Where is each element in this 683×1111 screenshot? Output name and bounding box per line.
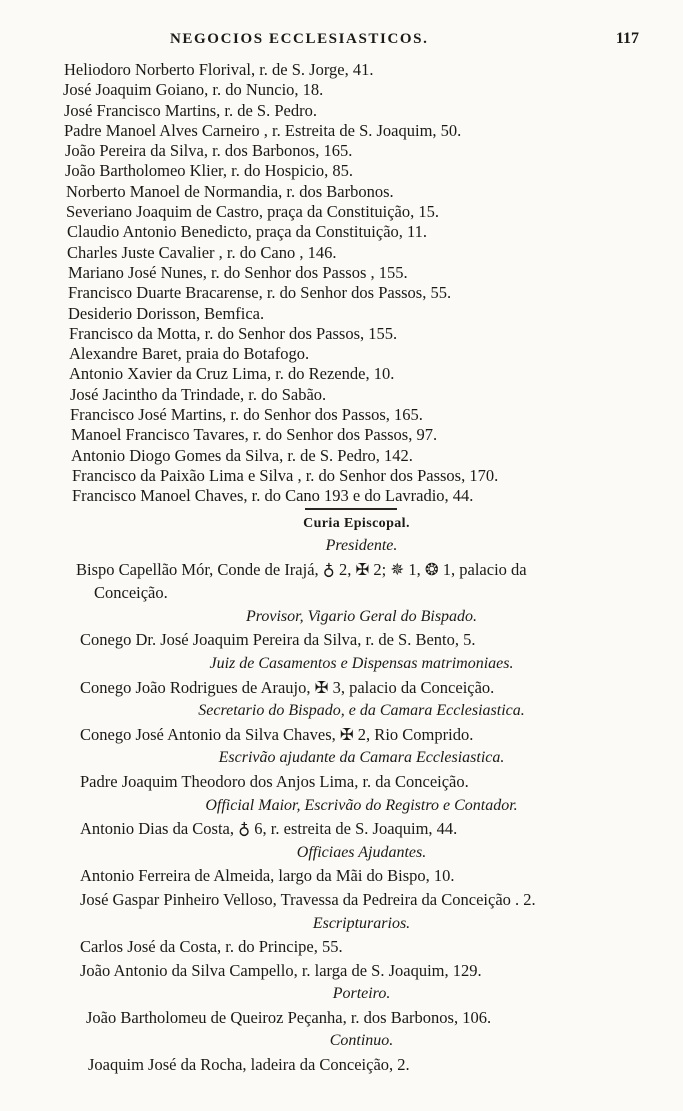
office-title: Escripturarios. — [312, 914, 411, 932]
official-entry: José Gaspar Pinheiro Velloso, Travessa da Pedreira da Conceição . 2. — [80, 889, 536, 909]
office-title: Provisor, Vigario Geral do Bispado. — [245, 607, 478, 625]
directory-entry: Francisco Duarte Bracarense, r. do Senhor dos Passos, 55. — [68, 283, 452, 303]
directory-entry: Padre Manoel Alves Carneiro , r. Estreita de S. Joaquim, 50. — [64, 120, 462, 140]
official-entry: Joaquim José da Rocha, ladeira da Conceição, 2. — [88, 1055, 410, 1075]
office-title: Secretario do Bispado, e da Camara Ecclesiastica. — [198, 702, 525, 720]
office-title: Porteiro. — [332, 985, 391, 1003]
directory-entry: Desiderio Dorisson, Bemfica. — [68, 303, 265, 323]
directory-entry: Heliodoro Norberto Florival, r. de S. Jorge, 41. — [64, 60, 374, 79]
directory-entry: João Pereira da Silva, r. dos Barbonos, 165. — [65, 141, 353, 161]
official-entry: Conego João Rodrigues de Araujo, ✠ 3, palacio da Conceição. — [80, 677, 495, 697]
directory-entry: Antonio Xavier da Cruz Lima, r. do Rezende, 10. — [69, 364, 395, 384]
official-entry: Antonio Ferreira de Almeida, largo da Mãi do Bispo, 10. — [80, 866, 455, 886]
official-entry: João Antonio da Silva Campello, r. larga de S. Joaquim, 129. — [80, 960, 482, 980]
directory-entry: José Joaquim Goiano, r. do Nuncio, 18. — [63, 80, 324, 100]
section-divider — [305, 508, 397, 510]
directory-entry: José Francisco Martins, r. de S. Pedro. — [64, 100, 317, 120]
directory-entry: Charles Juste Cavalier , r. do Cano , 146. — [67, 242, 337, 262]
official-entry: Conego Dr. José Joaquim Pereira da Silva, r. de S. Bento, 5. — [80, 630, 476, 650]
curia-lines — [0, 534, 683, 1077]
office-title: Continuo. — [329, 1032, 394, 1050]
office-title: Juiz de Casamentos e Dispensas matrimoniaes. — [209, 654, 514, 672]
curia-episcopal-section — [0, 514, 683, 1077]
directory-entry: João Bartholomeo Klier, r. do Hospicio, 85. — [65, 161, 354, 181]
directory-list — [0, 60, 683, 507]
office-title: Official Maior, Escrivão do Registro e Contador. — [205, 796, 518, 814]
directory-entry: José Jacintho da Trindade, r. do Sabão. — [70, 384, 327, 404]
official-entry: Conceição. — [94, 583, 168, 603]
directory-entry: Francisco da Motta, r. do Senhor dos Passos, 155. — [69, 323, 398, 343]
directory-entry: Mariano José Nunes, r. do Senhor dos Passos , 155. — [68, 262, 408, 282]
office-title: Presidente. — [325, 537, 398, 554]
office-title: Officiaes Ajudantes. — [296, 843, 427, 861]
page-header — [0, 25, 683, 51]
official-entry: Conego José Antonio da Silva Chaves, ✠ 2, Rio Comprido. — [80, 724, 474, 744]
directory-entry: Francisco Manoel Chaves, r. do Cano 193 e do Lavradio, 44. — [72, 486, 474, 506]
directory-entry: Severiano Joaquim de Castro, praça da Constituição, 15. — [66, 202, 439, 222]
page-number: 117 — [615, 30, 639, 47]
section-heading: Curia Episcopal. — [303, 516, 410, 531]
directory-entry: Norberto Manoel de Normandia, r. dos Barbonos. — [66, 181, 394, 201]
official-entry: Carlos José da Costa, r. do Principe, 55. — [80, 937, 343, 957]
directory-entry: Francisco José Martins, r. do Senhor dos Passos, 165. — [70, 405, 423, 425]
official-entry: Antonio Dias da Costa, ♁ 6, r. estreita de S. Joaquim, 44. — [80, 819, 458, 839]
official-entry: Padre Joaquim Theodoro dos Anjos Lima, r. da Conceição. — [80, 771, 469, 791]
directory-entry: Alexandre Baret, praia do Botafogo. — [69, 344, 310, 364]
official-entry: João Bartholomeu de Queiroz Peçanha, r. dos Barbonos, 106. — [86, 1007, 492, 1027]
official-entry: Bispo Capellão Mór, Conde de Irajá, ♁ 2, ✠ 2; ✵ 1, ❂ 1, palacio da — [76, 559, 527, 579]
directory-entry: Claudio Antonio Benedicto, praça da Constituição, 11. — [67, 222, 428, 242]
running-head: NEGOCIOS ECCLESIASTICOS. — [170, 31, 429, 47]
directory-entry: Francisco da Paixão Lima e Silva , r. do Senhor dos Passos, 170. — [72, 465, 499, 485]
office-title: Escrivão ajudante da Camara Ecclesiastica. — [218, 749, 505, 767]
directory-entry: Manoel Francisco Tavares, r. do Senhor dos Passos, 97. — [71, 425, 438, 445]
directory-entry: Antonio Diogo Gomes da Silva, r. de S. Pedro, 142. — [71, 445, 413, 465]
